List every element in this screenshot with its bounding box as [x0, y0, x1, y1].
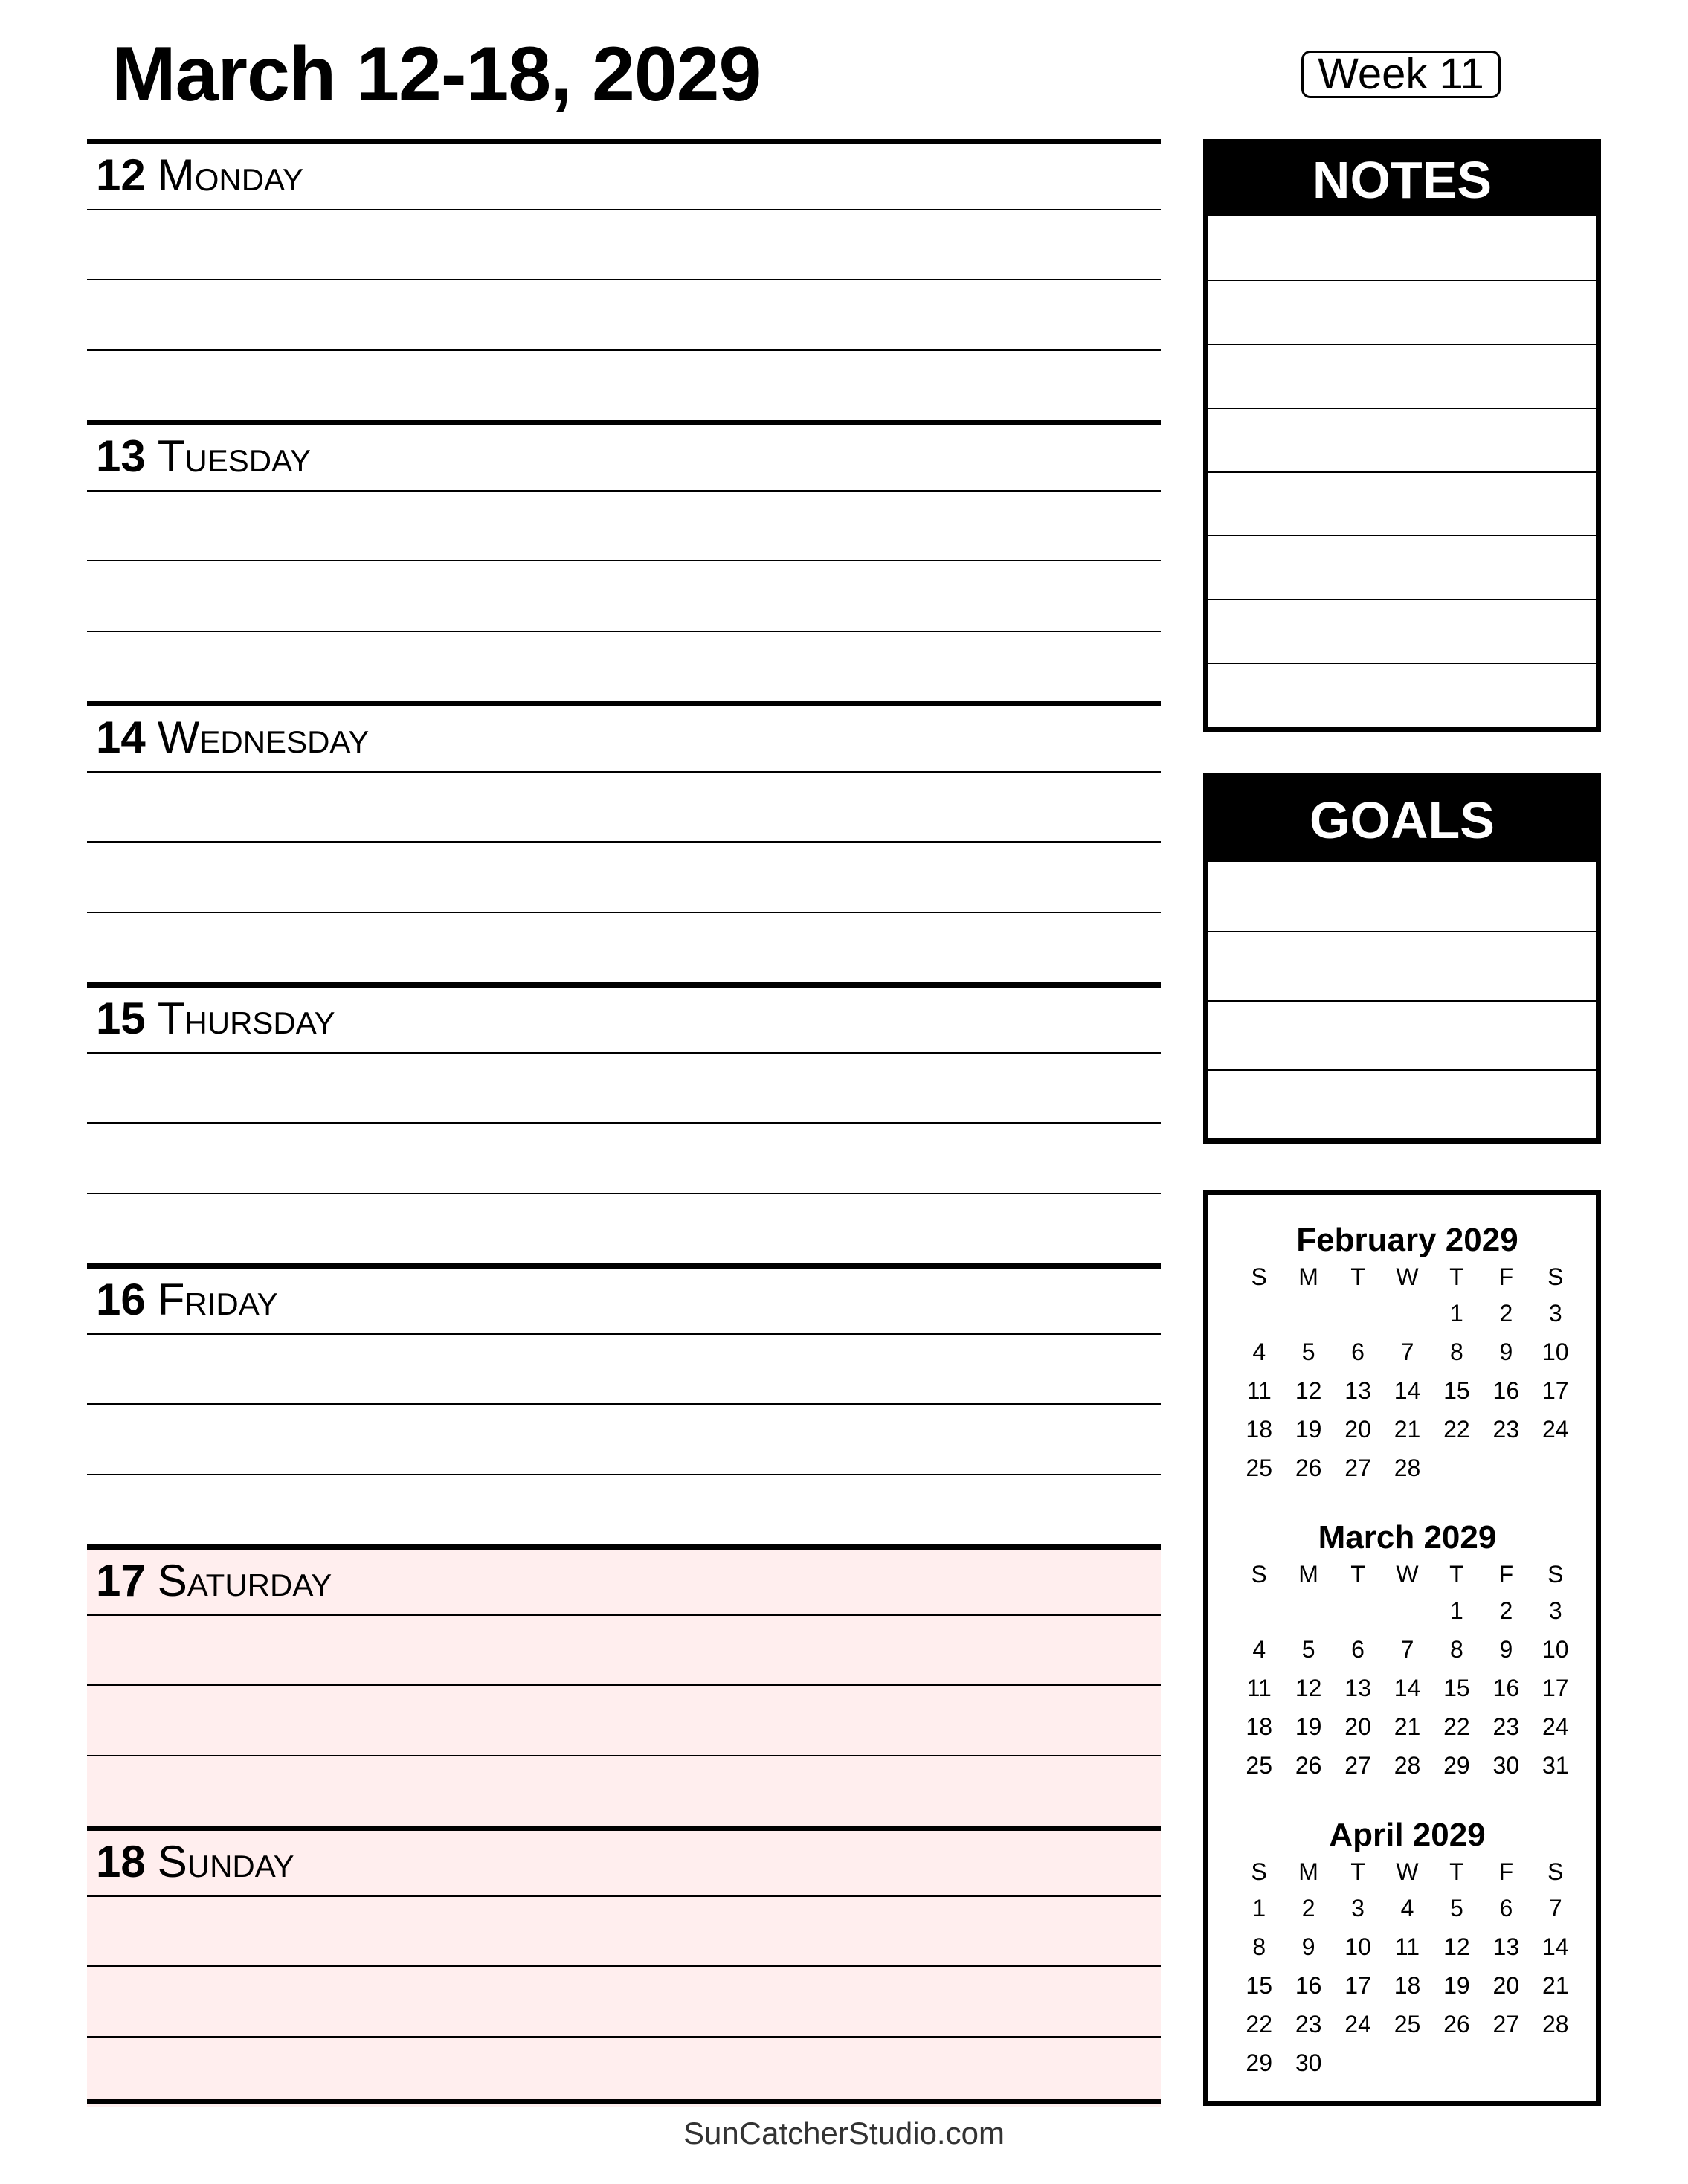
- writing-line[interactable]: [87, 1895, 1161, 1897]
- date-cell: 25: [1394, 2011, 1421, 2038]
- date-cell: 15: [1443, 1675, 1470, 1701]
- date-cell: 6: [1351, 1339, 1365, 1365]
- day-section-saturday: [87, 1544, 1161, 1826]
- weekday-header: S: [1547, 1263, 1564, 1290]
- date-cell: 31: [1542, 1752, 1569, 1779]
- page-title: March 12-18, 2029: [112, 31, 761, 117]
- day-label: [96, 712, 369, 764]
- date-cell: 9: [1301, 1933, 1315, 1960]
- date-cell: 11: [1394, 1933, 1420, 1960]
- mini-calendar: [1234, 1518, 1580, 1785]
- weekday-header: F: [1498, 1561, 1514, 1588]
- date-cell: 20: [1344, 1713, 1371, 1740]
- empty-cell: [1382, 1294, 1431, 1333]
- date-cell: 28: [1394, 1752, 1421, 1779]
- empty-cell: [1283, 1294, 1333, 1333]
- weekday-header: F: [1498, 1263, 1514, 1290]
- date-cell: 17: [1542, 1377, 1569, 1404]
- date-cell: 24: [1344, 2011, 1371, 2038]
- day-section-monday: [87, 139, 1161, 420]
- date-cell: 13: [1344, 1675, 1371, 1701]
- writing-line[interactable]: [87, 912, 1161, 913]
- writing-line[interactable]: [87, 1755, 1161, 1756]
- writing-line[interactable]: [1208, 599, 1596, 663]
- day-section-sunday: [87, 1826, 1161, 2107]
- date-cell: 11: [1246, 1675, 1272, 1701]
- mini-calendar-grid: [1234, 1260, 1580, 1487]
- day-number: 13: [96, 431, 146, 481]
- day-divider: [87, 1826, 1161, 1831]
- day-name: Monday: [157, 150, 303, 200]
- writing-line[interactable]: [1208, 280, 1596, 344]
- empty-cell: [1283, 1591, 1333, 1630]
- weekday-header: S: [1251, 1858, 1267, 1885]
- day-divider: [87, 139, 1161, 144]
- day-name: Wednesday: [157, 712, 370, 762]
- notes-title: NOTES: [1208, 144, 1596, 216]
- day-label: [96, 431, 311, 483]
- date-cell: 29: [1443, 1752, 1470, 1779]
- writing-line[interactable]: [87, 209, 1161, 210]
- date-cell: 7: [1548, 1895, 1562, 1922]
- date-cell: 6: [1351, 1636, 1365, 1663]
- date-cell: 30: [1295, 2049, 1322, 2076]
- weekday-header: T: [1350, 1858, 1365, 1885]
- day-section-wednesday: [87, 701, 1161, 982]
- writing-line[interactable]: [1208, 344, 1596, 408]
- day-number: 14: [96, 712, 146, 762]
- date-cell: 6: [1499, 1895, 1513, 1922]
- date-cell: 4: [1252, 1636, 1266, 1663]
- date-cell: 5: [1450, 1895, 1463, 1922]
- date-cell: 21: [1542, 1972, 1569, 1999]
- date-cell: 12: [1443, 1933, 1470, 1960]
- date-cell: 5: [1301, 1636, 1315, 1663]
- weekday-header: W: [1396, 1858, 1419, 1885]
- writing-line[interactable]: [1208, 216, 1596, 280]
- date-cell: 21: [1394, 1416, 1421, 1443]
- mini-calendars-panel: [1203, 1190, 1601, 2106]
- day-name: Sunday: [157, 1837, 294, 1887]
- writing-line[interactable]: [1208, 535, 1596, 599]
- day-name: Saturday: [157, 1556, 332, 1605]
- date-cell: 18: [1246, 1416, 1272, 1443]
- empty-cell: [1234, 1591, 1283, 1630]
- writing-line[interactable]: [1208, 931, 1596, 1000]
- date-cell: 2: [1499, 1300, 1513, 1327]
- writing-line[interactable]: [1208, 1069, 1596, 1138]
- writing-line[interactable]: [87, 841, 1161, 843]
- date-cell: 16: [1492, 1675, 1520, 1701]
- date-cell: 10: [1344, 1933, 1371, 1960]
- date-cell: 16: [1492, 1377, 1520, 1404]
- day-number: 17: [96, 1556, 146, 1605]
- day-divider: [87, 982, 1161, 988]
- day-number: 15: [96, 993, 146, 1043]
- mini-calendar: [1234, 1816, 1580, 2082]
- day-label: [96, 1274, 278, 1326]
- date-cell: 14: [1394, 1377, 1421, 1404]
- date-cell: 14: [1394, 1675, 1421, 1701]
- weekday-header: W: [1396, 1263, 1419, 1290]
- date-cell: 1: [1450, 1597, 1463, 1624]
- date-cell: 8: [1450, 1339, 1463, 1365]
- writing-line[interactable]: [1208, 471, 1596, 535]
- writing-line[interactable]: [87, 2036, 1161, 2038]
- day-number: 16: [96, 1275, 146, 1324]
- date-cell: 7: [1400, 1636, 1414, 1663]
- notes-panel: [1203, 139, 1601, 732]
- writing-line[interactable]: [87, 490, 1161, 492]
- date-cell: 24: [1542, 1713, 1569, 1740]
- date-cell: 15: [1443, 1377, 1470, 1404]
- date-cell: 4: [1400, 1895, 1414, 1922]
- mini-calendar-grid: [1234, 1855, 1580, 2082]
- date-cell: 20: [1492, 1972, 1520, 1999]
- date-cell: 29: [1246, 2049, 1272, 2076]
- date-cell: 14: [1542, 1933, 1569, 1960]
- goals-panel: [1203, 773, 1601, 1144]
- day-section-thursday: [87, 982, 1161, 1263]
- date-cell: 19: [1295, 1713, 1322, 1740]
- weekday-header: S: [1547, 1858, 1564, 1885]
- day-divider: [87, 701, 1161, 706]
- mini-calendar-title: April 2029: [1329, 1817, 1486, 1853]
- day-section-friday: [87, 1263, 1161, 1544]
- weekday-header: F: [1498, 1858, 1514, 1885]
- date-cell: 7: [1400, 1339, 1414, 1365]
- date-cell: 3: [1548, 1597, 1562, 1624]
- date-cell: 1: [1252, 1895, 1266, 1922]
- writing-line[interactable]: [87, 1684, 1161, 1686]
- weekday-header: M: [1298, 1263, 1318, 1290]
- writing-line[interactable]: [87, 771, 1161, 773]
- day-name: Thursday: [157, 993, 335, 1043]
- date-cell: 24: [1542, 1416, 1569, 1443]
- writing-line[interactable]: [87, 1403, 1161, 1405]
- date-cell: 2: [1499, 1597, 1513, 1624]
- weekday-header: S: [1251, 1561, 1267, 1588]
- mini-calendar: [1234, 1221, 1580, 1487]
- date-cell: 1: [1450, 1300, 1463, 1327]
- day-name: Friday: [157, 1275, 278, 1324]
- weekday-header: S: [1251, 1263, 1267, 1290]
- date-cell: 18: [1394, 1972, 1421, 1999]
- writing-line[interactable]: [1208, 1000, 1596, 1069]
- day-label: [96, 149, 303, 202]
- date-cell: 26: [1295, 1455, 1322, 1481]
- writing-line[interactable]: [87, 1474, 1161, 1475]
- weekday-header: T: [1449, 1858, 1464, 1885]
- day-number: 18: [96, 1837, 146, 1887]
- date-cell: 12: [1295, 1377, 1322, 1404]
- weekday-header: T: [1350, 1263, 1365, 1290]
- date-cell: 13: [1492, 1933, 1520, 1960]
- date-cell: 19: [1295, 1416, 1322, 1443]
- writing-line[interactable]: [87, 349, 1161, 351]
- day-label: [96, 1836, 294, 1888]
- week-badge: Week 11: [1301, 51, 1501, 98]
- day-label: [96, 993, 335, 1045]
- writing-line[interactable]: [87, 1122, 1161, 1124]
- writing-line[interactable]: [87, 1052, 1161, 1054]
- date-cell: 22: [1443, 1416, 1470, 1443]
- weekday-header: T: [1449, 1561, 1464, 1588]
- date-cell: 22: [1443, 1713, 1470, 1740]
- date-cell: 3: [1351, 1895, 1365, 1922]
- date-cell: 27: [1344, 1752, 1371, 1779]
- writing-line[interactable]: [1208, 408, 1596, 471]
- date-cell: 11: [1246, 1377, 1272, 1404]
- writing-line[interactable]: [1208, 862, 1596, 931]
- mini-calendar-grid: [1234, 1557, 1580, 1785]
- date-cell: 23: [1492, 1416, 1520, 1443]
- date-cell: 9: [1499, 1339, 1513, 1365]
- date-cell: 21: [1394, 1713, 1421, 1740]
- date-cell: 3: [1548, 1300, 1562, 1327]
- date-cell: 20: [1344, 1416, 1371, 1443]
- date-cell: 5: [1301, 1339, 1315, 1365]
- date-cell: 25: [1246, 1455, 1272, 1481]
- writing-line[interactable]: [87, 1965, 1161, 1967]
- mini-calendar-title: February 2029: [1296, 1222, 1518, 1258]
- mini-calendar-title: March 2029: [1318, 1519, 1497, 1556]
- date-cell: 22: [1246, 2011, 1272, 2038]
- day-section-tuesday: [87, 420, 1161, 701]
- empty-cell: [1333, 1591, 1382, 1630]
- weekday-header: M: [1298, 1561, 1318, 1588]
- writing-line[interactable]: [87, 631, 1161, 632]
- date-cell: 13: [1344, 1377, 1371, 1404]
- notes-lines: [1208, 216, 1596, 727]
- day-divider: [87, 1263, 1161, 1269]
- date-cell: 15: [1246, 1972, 1272, 1999]
- weekday-header: W: [1396, 1561, 1419, 1588]
- date-cell: 27: [1344, 1455, 1371, 1481]
- date-cell: 30: [1492, 1752, 1520, 1779]
- writing-line[interactable]: [87, 560, 1161, 561]
- date-cell: 2: [1301, 1895, 1315, 1922]
- day-number: 12: [96, 150, 146, 200]
- weekday-header: M: [1298, 1858, 1318, 1885]
- weekday-header: T: [1350, 1561, 1365, 1588]
- date-cell: 12: [1295, 1675, 1322, 1701]
- day-divider: [87, 1544, 1161, 1550]
- empty-cell: [1234, 1294, 1283, 1333]
- date-cell: 10: [1542, 1636, 1569, 1663]
- date-cell: 23: [1492, 1713, 1520, 1740]
- writing-line[interactable]: [87, 1614, 1161, 1616]
- writing-line[interactable]: [1208, 663, 1596, 727]
- date-cell: 17: [1542, 1675, 1569, 1701]
- weekday-header: S: [1547, 1561, 1564, 1588]
- day-sections: [87, 139, 1161, 2107]
- date-cell: 26: [1295, 1752, 1322, 1779]
- date-cell: 25: [1246, 1752, 1272, 1779]
- date-cell: 8: [1450, 1636, 1463, 1663]
- day-name: Tuesday: [157, 431, 311, 481]
- writing-line[interactable]: [87, 279, 1161, 280]
- footer-credit: SunCatcherStudio.com: [683, 2116, 1005, 2151]
- date-cell: 10: [1542, 1339, 1569, 1365]
- date-cell: 8: [1252, 1933, 1266, 1960]
- writing-line[interactable]: [87, 1333, 1161, 1335]
- date-cell: 17: [1344, 1972, 1371, 1999]
- date-cell: 27: [1492, 2011, 1520, 2038]
- empty-cell: [1333, 1294, 1382, 1333]
- date-cell: 19: [1443, 1972, 1470, 1999]
- days-bottom-rule: [87, 2099, 1161, 2104]
- date-cell: 26: [1443, 2011, 1470, 2038]
- date-cell: 16: [1295, 1972, 1322, 1999]
- goals-lines: [1208, 862, 1596, 1138]
- weekday-header: T: [1449, 1263, 1464, 1290]
- date-cell: 23: [1295, 2011, 1322, 2038]
- goals-title: GOALS: [1208, 779, 1596, 862]
- empty-cell: [1382, 1591, 1431, 1630]
- date-cell: 28: [1542, 2011, 1569, 2038]
- date-cell: 28: [1394, 1455, 1421, 1481]
- date-cell: 4: [1252, 1339, 1266, 1365]
- date-cell: 18: [1246, 1713, 1272, 1740]
- day-label: [96, 1555, 332, 1607]
- day-divider: [87, 420, 1161, 425]
- writing-line[interactable]: [87, 1193, 1161, 1194]
- date-cell: 9: [1499, 1636, 1513, 1663]
